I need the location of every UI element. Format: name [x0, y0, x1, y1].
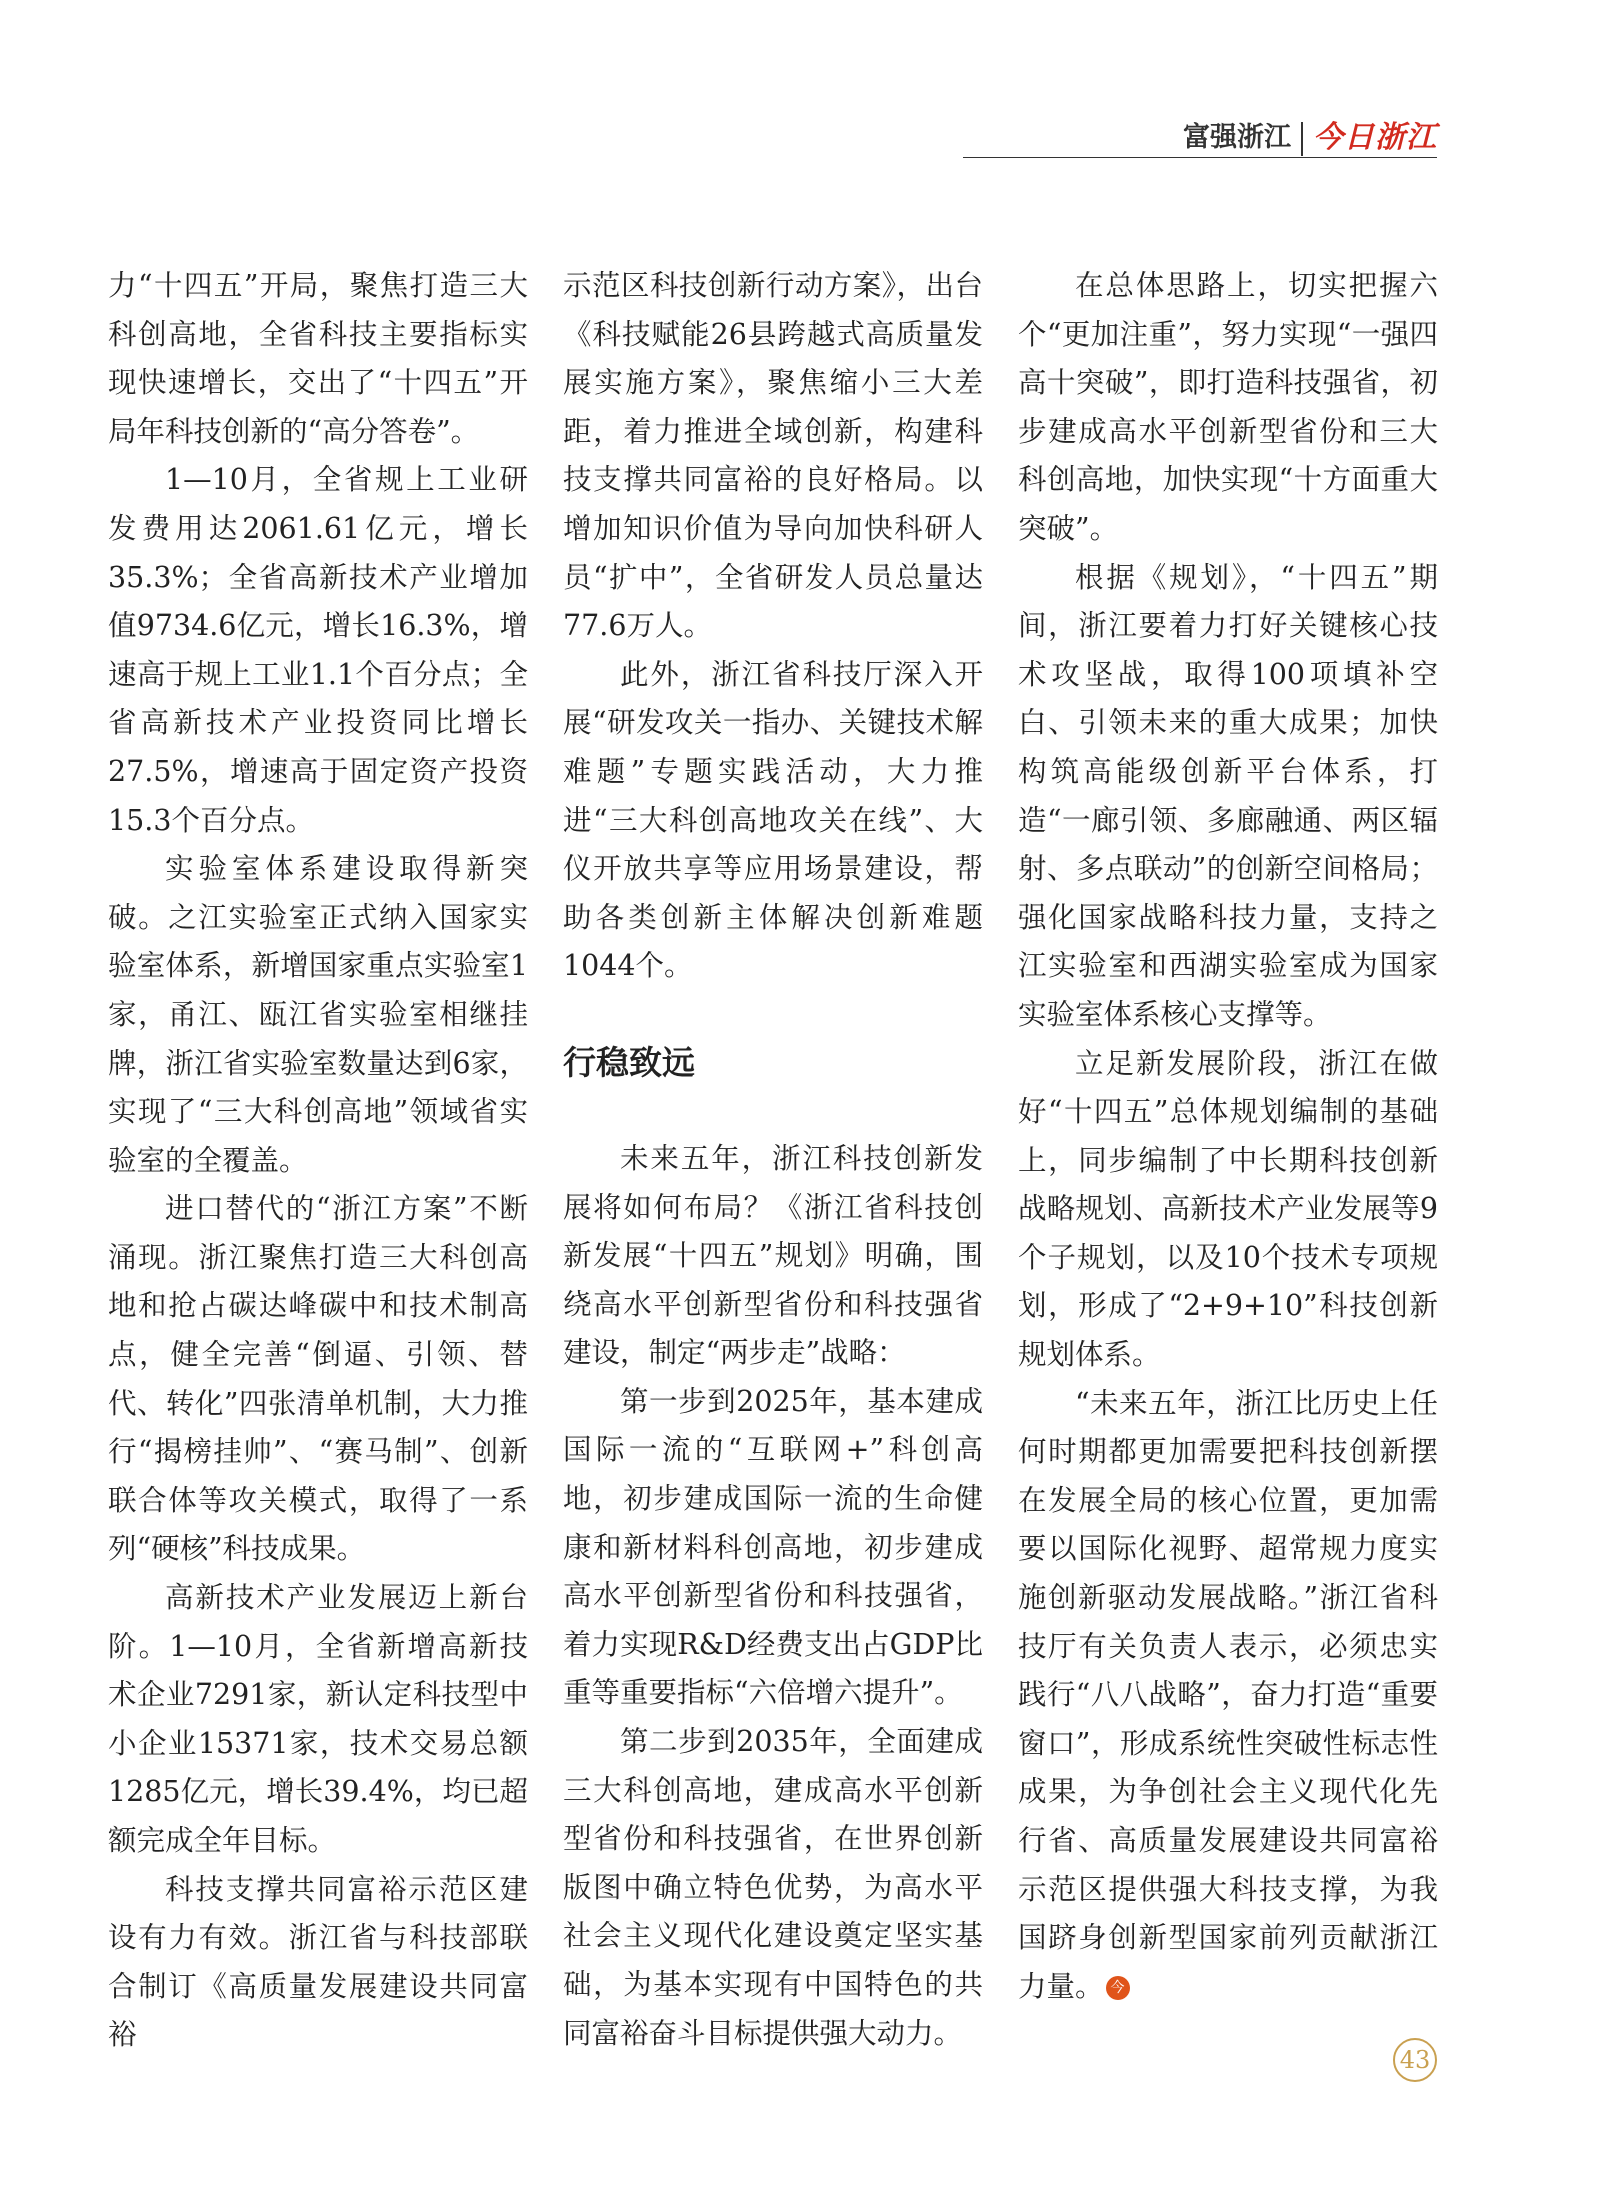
end-mark-icon: 今: [1106, 1976, 1130, 2000]
paragraph: 未来五年，浙江科技创新发展将如何布局？《浙江省科技创新发展“十四五”规划》明确，围绕高水平创新型省份和科技强省建设，制定“两步走”战略：: [563, 1141, 983, 1370]
paragraph: 立足新发展阶段，浙江在做好“十四五”总体规划编制的基础上，同步编制了中长期科技创新战略规划、高新技术产业发展等9个子规划，以及10个技术专项规划，形成了“2+9+10”科技创新规划体系。: [1018, 1046, 1438, 1372]
paragraph-text: “未来五年，浙江比历史上任何时期都更加需要把科技创新摆在发展全局的核心位置，更加需要以国际化视野、超常规力度实施创新驱动发展战略。”浙江省科技厅有关负责人表示，必须忠实践行“八八战略”，奋力打造“重要窗口”，形成系统性突破性标志性成果，为争创社会主义现代化先行省、高质量发展建设共同富裕示范区提供强大科技支撑，为我国跻身创新型国家前列贡献浙江力量。: [1018, 1386, 1438, 2003]
paragraph: 第二步到2035年，全面建成三大科创高地，建成高水平创新型省份和科技强省，在世界创新版图中确立特色优势，为高水平社会主义现代化建设奠定坚实基础，为基本实现有中国特色的共同富裕奋斗目标提供强大动力。: [563, 1725, 983, 2050]
header-section-title: 富强浙江: [1183, 122, 1291, 153]
paragraph: 进口替代的“浙江方案”不断涌现。浙江聚焦打造三大科创高地和抢占碳达峰碳中和技术制高点，健全完善“倒逼、引领、替代、转化”四张清单机制，大力推行“揭榜挂帅”、“赛马制”、创新联合体等攻关模式，取得了一系列“硬核”科技成果。: [108, 1192, 528, 1566]
paragraph: 根据《规划》，“十四五”期间，浙江要着力打好关键核心技术攻坚战，取得100项填补空白、引领未来的重大成果；加快构筑高能级创新平台体系，打造“一廊引领、多廊融通、两区辐射、多点联动”的创新空间格局；强化国家战略科技力量，支持之江实验室和西湖实验室成为国家实验室体系核心支撑等。: [1018, 560, 1438, 1031]
paragraph: 此外，浙江省科技厅深入开展“研发攻关一指办、关键技术解难题”专题实践活动，大力推进“三大科创高地攻关在线”、大仪开放共享等应用场景建设，帮助各类创新主体解决创新难题1044个。: [563, 657, 983, 983]
paragraph: 科技支撑共同富裕示范区建设有力有效。浙江省与科技部联合制订《高质量发展建设共同富裕: [108, 1872, 528, 2052]
paragraph: 高新技术产业发展迈上新台阶。1—10月，全省新增高新技术企业7291家，新认定科技型中小企业15371家，技术交易总额1285亿元，增长39.4%，均已超额完成全年目标。: [108, 1581, 528, 1857]
paragraph: 示范区科技创新行动方案》，出台《科技赋能26县跨越式高质量发展实施方案》，聚焦缩小三大差距，着力推进全域创新，构建科技支撑共同富裕的良好格局。以增加知识价值为导向加快科研人员“扩中”，全省研发人员总量达77.6万人。: [563, 269, 983, 643]
paragraph: 1—10月，全省规上工业研发费用达2061.61亿元，增长35.3%；全省高新技术产业增加值9734.6亿元，增长16.3%，增速高于规上工业1.1个百分点；全省高新技术产业投资同比增长27.5%，增速高于固定资产投资15.3个百分点。: [108, 463, 528, 837]
article-column-3: [1018, 262, 1438, 2011]
paragraph: 实验室体系建设取得新突破。之江实验室正式纳入国家实验室体系，新增国家重点实验室1家，甬江、瓯江省实验室相继挂牌，浙江省实验室数量达到6家，实现了“三大科创高地”领域省实验室的全覆盖。: [108, 852, 528, 1177]
magazine-logo: 今日浙江: [1313, 120, 1437, 155]
header-separator: [1301, 122, 1303, 156]
running-header: [1183, 120, 1437, 164]
section-heading: 行稳致远: [563, 1042, 695, 1082]
article-column-1: [108, 262, 528, 2060]
paragraph: 在总体思路上，切实把握六个“更加注重”，努力实现“一强四高十突破”，即打造科技强省，初步建成高水平创新型省份和三大科创高地，加快实现“十方面重大突破”。: [1018, 269, 1438, 545]
article-column-2: [563, 262, 983, 2058]
paragraph: 力“十四五”开局，聚焦打造三大科创高地，全省科技主要指标实现快速增长，交出了“十四五”开局年科技创新的“高分答卷”。: [108, 269, 528, 448]
paragraph: 第一步到2025年，基本建成国际一流的“互联网+”科创高地，初步建成国际一流的生命健康和新材料科创高地，初步建成高水平创新型省份和科技强省，着力实现R&D经费支出占GDP比重等重要指标“六倍增六提升”。: [563, 1384, 983, 1710]
page-number: 43: [1393, 2038, 1437, 2082]
paragraph-final: [1018, 1380, 1438, 2012]
